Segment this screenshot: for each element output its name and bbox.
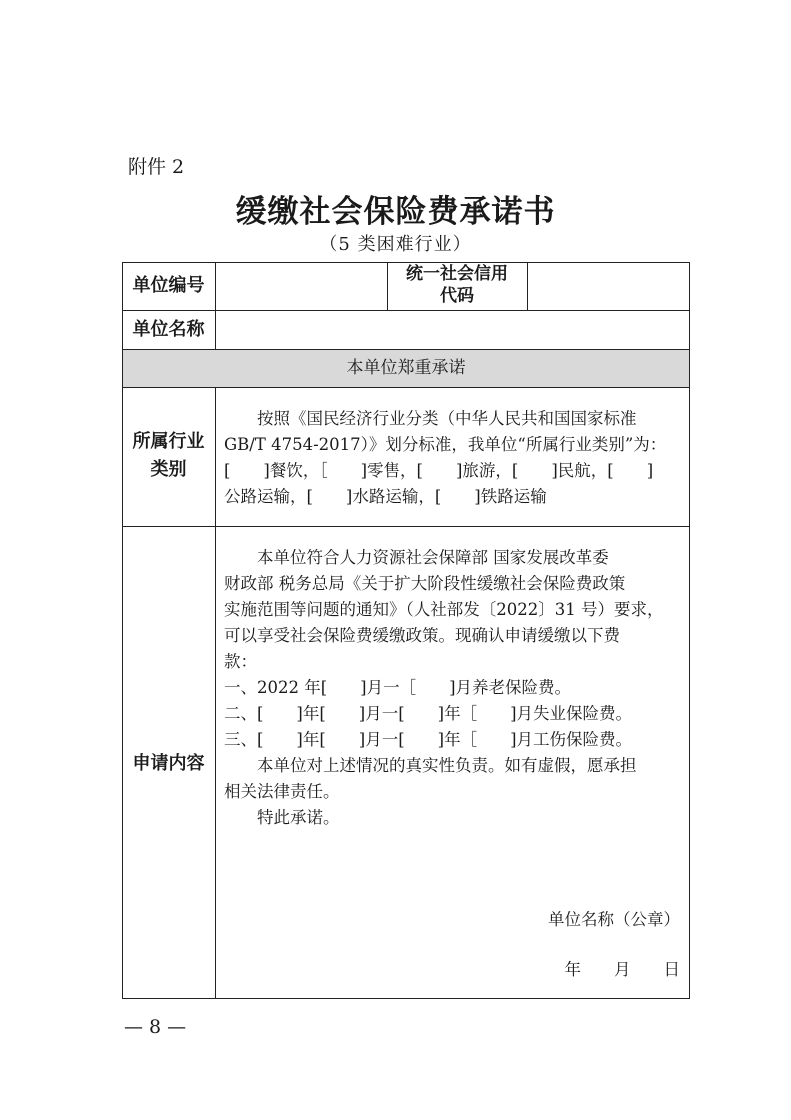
- application-label: 申请内容: [132, 753, 205, 774]
- industry-line: 公路运输，[ ]水路运输，[ ]铁路运输: [224, 487, 547, 506]
- unit-name-value[interactable]: [217, 312, 687, 347]
- credit-code-label-line2: 代码: [440, 286, 474, 306]
- date-text: 年 月 日: [564, 960, 680, 979]
- industry-text: [224, 406, 686, 510]
- seal-text: 单位名称（公章）: [548, 910, 680, 929]
- page-number: — 8 —: [124, 1016, 187, 1038]
- industry-label: [122, 428, 215, 484]
- credit-code-value[interactable]: [529, 264, 688, 308]
- application-line: 二、[ ]年[ ]月一[ ]年［ ]月失业保险费。: [224, 704, 633, 723]
- credit-code-label: [387, 263, 527, 307]
- application-line: 可以享受社会保险费缓缴政策。现确认申请缓缴以下费: [224, 626, 620, 645]
- industry-line: GB/T 4754-2017）》划分标准，我单位“所属行业类别”为：: [224, 435, 667, 454]
- application-line: 本单位符合人力资源社会保障部 国家发展改革委: [257, 548, 609, 567]
- application-line: 财政部 税务总局《关于扩大阶段性缓缴社会保险费政策: [224, 574, 626, 593]
- pledge-header: 本单位郑重承诺: [346, 358, 466, 378]
- application-line: 本单位对上述情况的真实性负责。如有虚假，愿承担: [257, 756, 637, 775]
- document-subtitle: （5 类困难行业）: [319, 234, 472, 255]
- application-line: 相关法律责任。: [224, 782, 340, 801]
- industry-label-line1: 所属行业: [132, 431, 205, 452]
- application-line: 款：: [224, 652, 257, 671]
- application-line: 实施范围等问题的通知》（人社部发〔2022〕31 号）要求，: [224, 600, 664, 619]
- credit-code-label-line1: 统一社会信用: [406, 264, 508, 284]
- application-line: 三、[ ]年[ ]月一[ ]年［ ]月工伤保险费。: [224, 730, 633, 749]
- industry-label-line2: 类别: [150, 459, 187, 480]
- unit-name-label: 单位名称: [132, 319, 205, 340]
- application-line: 特此承诺。: [257, 808, 340, 827]
- application-line: 一、2022 年[ ]月一［ ]月养老保险费。: [224, 678, 572, 697]
- application-text: [224, 545, 686, 831]
- industry-line: 按照《国民经济行业分类（中华人民共和国国家标准: [257, 409, 637, 428]
- industry-line: [ ]餐饮，［ ]零售，[ ]旅游，[ ]民航，[ ]: [224, 461, 654, 480]
- document-title: 缓缴社会保险费承诺书: [235, 194, 556, 230]
- unit-number-label: 单位编号: [132, 275, 205, 296]
- attachment-label: 附件 2: [128, 156, 185, 178]
- unit-number-value[interactable]: [217, 264, 385, 308]
